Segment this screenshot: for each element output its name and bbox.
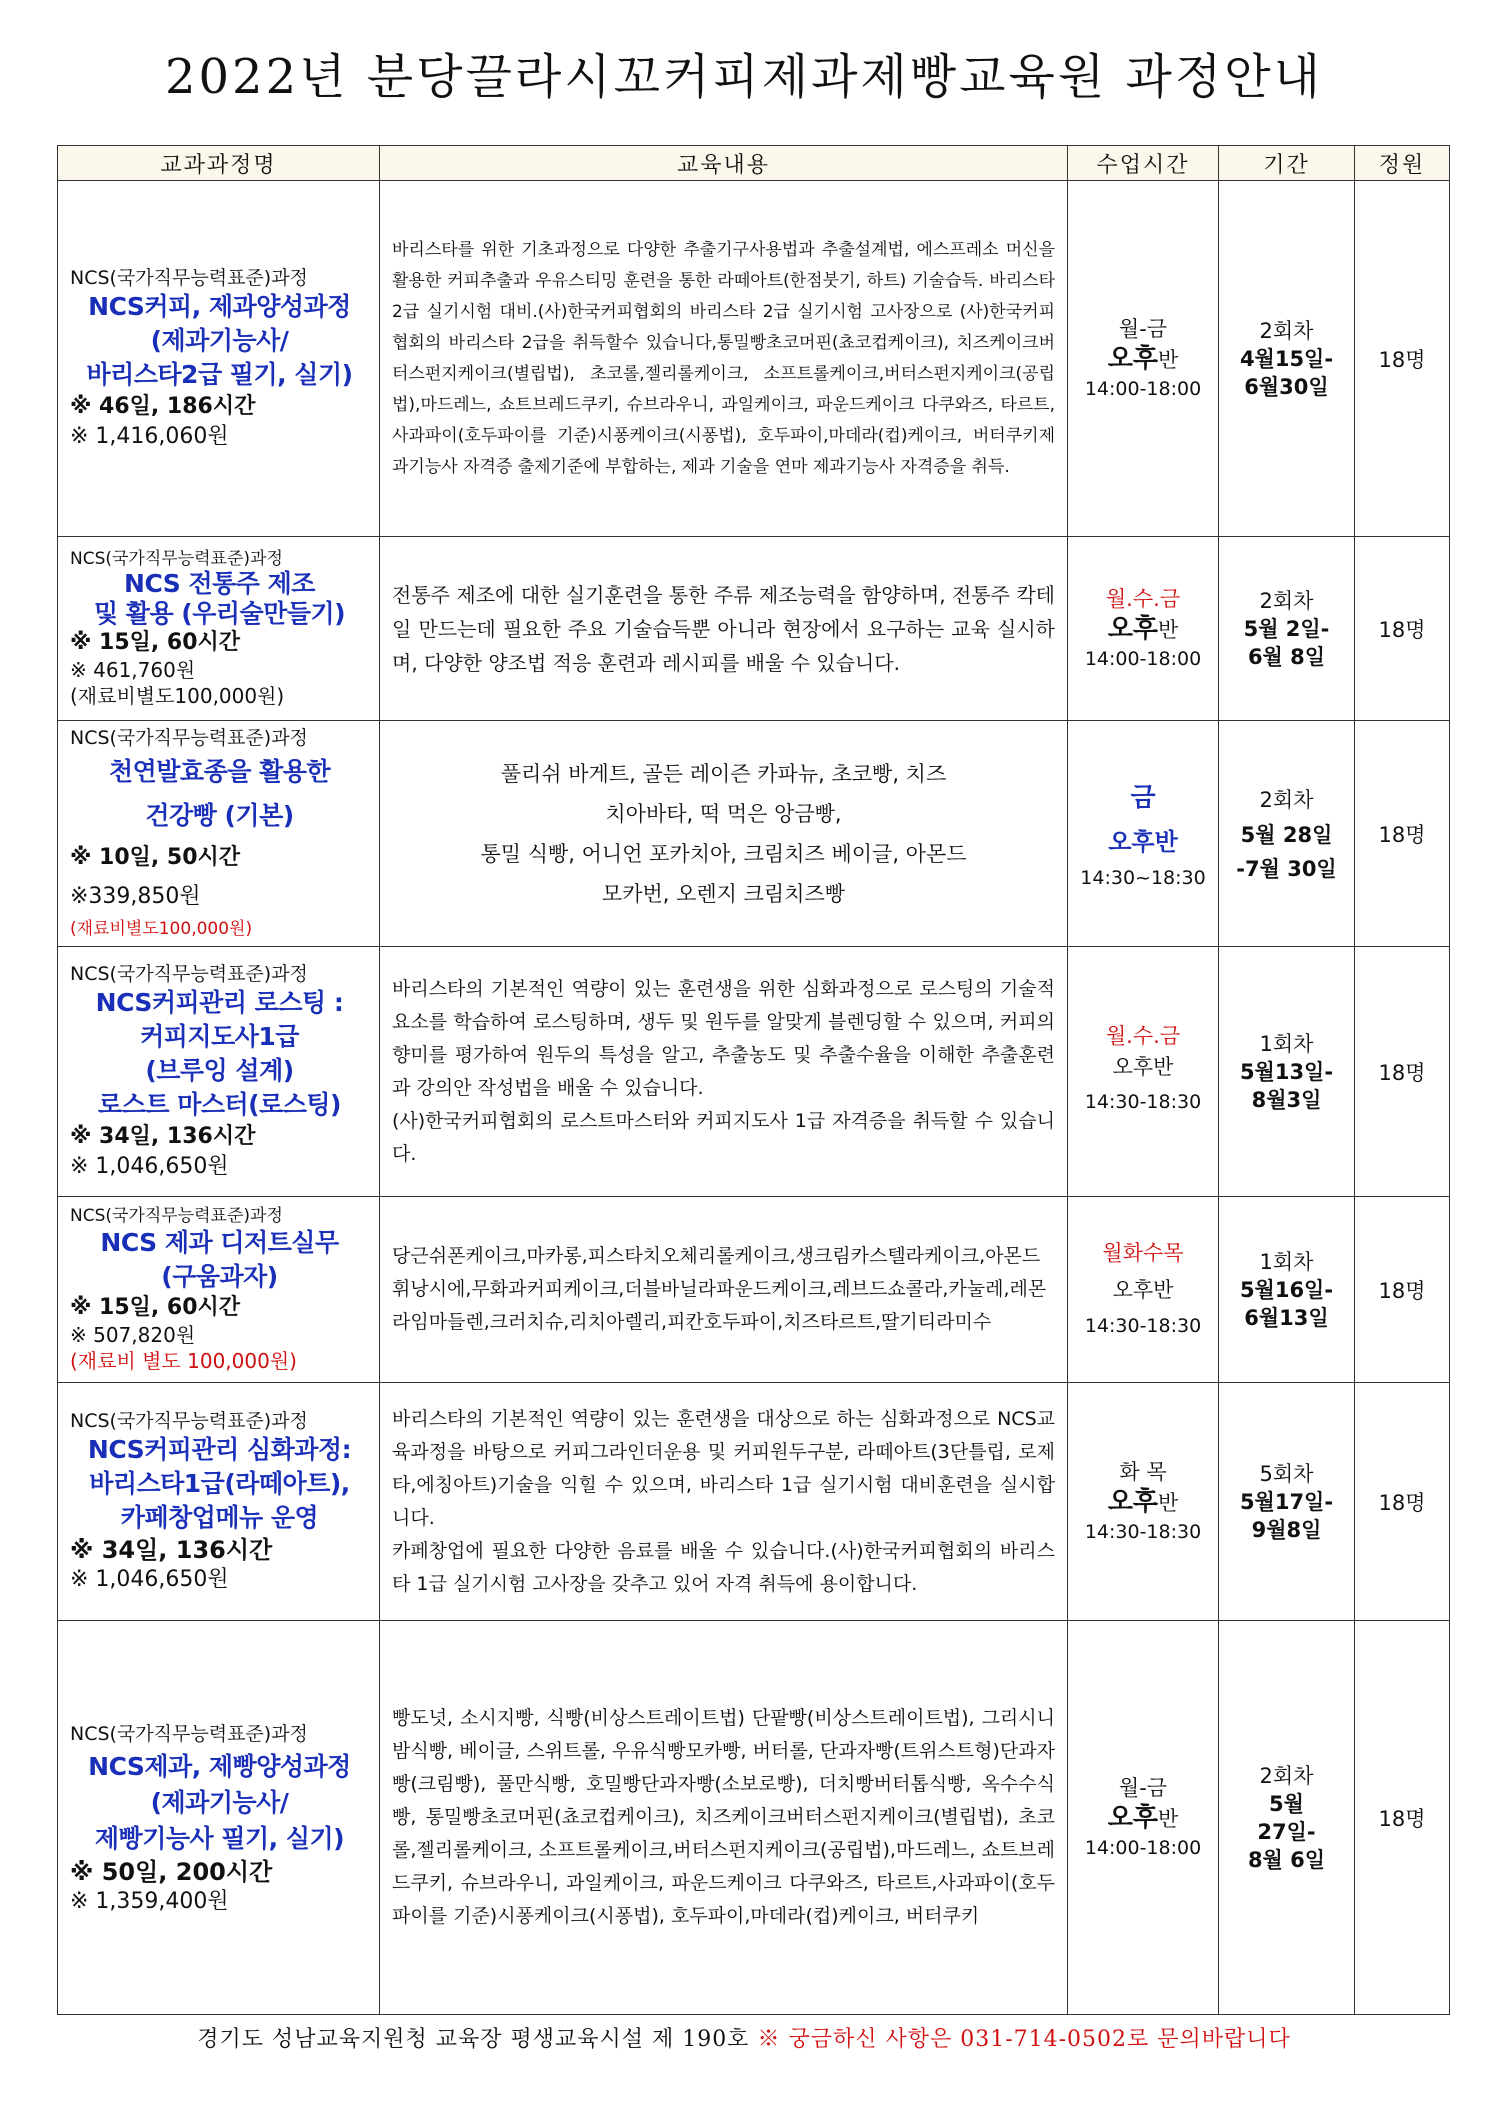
course-name-line: (브루잉 설계) xyxy=(145,1055,294,1085)
pm-bold: 오후반 xyxy=(1108,827,1178,856)
sessions: 1회차 xyxy=(1259,1031,1314,1056)
course-name-line: 및 활용 (우리술만들기) xyxy=(93,598,346,628)
class-hours: 14:30-18:30 xyxy=(1084,1315,1202,1337)
ncs-label: NCS(국가직무능력표준)과정 xyxy=(70,548,283,569)
period-cell xyxy=(1219,537,1355,721)
table-row xyxy=(58,181,1450,537)
time-cell xyxy=(1068,537,1219,721)
period-date: 5월 28일 xyxy=(1240,822,1333,847)
sessions: 1회차 xyxy=(1259,1249,1314,1274)
course-duration: ※ 34일, 136시간 xyxy=(70,1123,256,1149)
course-name-line: (구움과자) xyxy=(161,1261,278,1291)
class-days: 월-금 xyxy=(1118,317,1168,341)
content-line: 치아바타, 떡 먹은 앙금빵, xyxy=(605,801,842,826)
pm-rest: 반 xyxy=(1157,1807,1179,1831)
pm-bold: 오후 xyxy=(1107,614,1158,644)
class-hours: 14:00-18:00 xyxy=(1084,378,1202,400)
class-days: 월-금 xyxy=(1118,1776,1168,1800)
sessions: 2회차 xyxy=(1259,787,1314,812)
pm-rest: 반 xyxy=(1157,618,1179,642)
content-text: (사)한국커피협회의 로스트마스터와 커피지도사 1급 자격증을 취득할 수 있습니다. xyxy=(392,1109,1055,1165)
course-duration: ※ 15일, 60시간 xyxy=(70,1294,241,1320)
class-days: 월화수목 xyxy=(1102,1241,1184,1265)
course-fee: ※ 461,760원 xyxy=(70,657,196,682)
course-fee: ※ 1,046,650원 xyxy=(70,1566,229,1592)
table-row xyxy=(58,721,1450,947)
course-duration: ※ 34일, 136시간 xyxy=(70,1535,273,1564)
class-days: 화 목 xyxy=(1119,1460,1167,1484)
period-date: 5월 2일- xyxy=(1243,616,1330,641)
period-date: 27일- xyxy=(1257,1819,1316,1844)
class-hours: 14:00-18:00 xyxy=(1084,1837,1202,1859)
sessions: 2회차 xyxy=(1259,318,1314,343)
period-date: 9월8일 xyxy=(1251,1517,1322,1542)
material-fee: (재료비별도100,000원) xyxy=(70,918,253,939)
class-days: 월.수.금 xyxy=(1105,587,1181,611)
period-cell xyxy=(1219,1621,1355,2015)
course-name-line: NCS 제과 디저트실무 xyxy=(100,1227,339,1257)
period-date: 5월17일- xyxy=(1239,1489,1334,1514)
ncs-label: NCS(국가직무능력표준)과정 xyxy=(70,1409,308,1432)
course-fee: ※ 507,820원 xyxy=(70,1322,196,1347)
course-cell xyxy=(58,1197,380,1383)
class-hours: 14:00-18:00 xyxy=(1084,648,1202,670)
footer-contact: ※ 궁금하신 사항은 031-714-0502로 문의바랍니다 xyxy=(757,2027,1291,2052)
course-table xyxy=(57,145,1450,2015)
header-content: 교육내용 xyxy=(380,146,1068,181)
footer-license: 경기도 성남교육지원청 교육장 평생교육시설 제 190호 xyxy=(197,2027,750,2052)
course-cell xyxy=(58,1621,380,2015)
course-duration: ※ 15일, 60시간 xyxy=(70,629,241,655)
header-course: 교과과정명 xyxy=(58,146,380,181)
pm-bold: 오후 xyxy=(1107,344,1158,374)
course-fee: ※ 1,046,650원 xyxy=(70,1153,229,1179)
period-date: 8월3일 xyxy=(1251,1087,1322,1112)
course-name-line: NCS제과, 제빵양성과정 xyxy=(88,1751,351,1781)
content-cell xyxy=(380,1383,1068,1621)
course-name-line: (제과기능사/ xyxy=(150,325,289,355)
course-cell xyxy=(58,1383,380,1621)
course-name-line: 건강빵 (기본) xyxy=(145,800,294,830)
pm-rest: 반 xyxy=(1157,1491,1179,1515)
header-period: 기간 xyxy=(1219,146,1355,181)
course-name-line: 바리스타1급(라떼아트), xyxy=(89,1468,350,1498)
time-cell xyxy=(1068,1197,1219,1383)
course-name-line: 제빵기능사 필기, 실기) xyxy=(94,1823,345,1853)
period-cell xyxy=(1219,1383,1355,1621)
course-duration: ※ 50일, 200시간 xyxy=(70,1857,273,1886)
pm-rest: 오후반 xyxy=(1112,1278,1174,1302)
table-row xyxy=(58,1621,1450,2015)
content-line: 모카번, 오렌지 크림치즈빵 xyxy=(601,881,846,906)
course-name-line: NCS커피, 제과양성과정 xyxy=(88,291,351,321)
content-text: 당근쉬폰케이크,마카롱,피스타치오체리롤케이크,생크림카스텔라케이크,아몬드휘낭시에,무화과커피케이크,더블바닐라파운드케이크,레브드쇼콜라,카눌레,레몬라임마들렌,크러치슈,리치아렐리,피칸호두파이,치즈타르트,딸기티라미수 xyxy=(392,1245,1047,1333)
class-hours: 14:30~18:30 xyxy=(1080,866,1206,889)
period-cell xyxy=(1219,721,1355,947)
course-fee: ※339,850원 xyxy=(70,883,201,909)
sessions: 2회차 xyxy=(1259,1763,1314,1788)
header-capacity: 정원 xyxy=(1355,146,1450,181)
ncs-label: NCS(국가직무능력표준)과정 xyxy=(70,1205,283,1226)
course-name-line: 카페창업메뉴 운영 xyxy=(120,1502,319,1532)
pm-rest: 반 xyxy=(1157,348,1179,372)
period-cell xyxy=(1219,181,1355,537)
header-time: 수업시간 xyxy=(1068,146,1219,181)
course-name-line: (제과기능사/ xyxy=(150,1787,289,1817)
ncs-label: NCS(국가직무능력표준)과정 xyxy=(70,1722,308,1745)
table-row xyxy=(58,537,1450,721)
content-cell xyxy=(380,1621,1068,2015)
course-cell xyxy=(58,181,380,537)
content-cell xyxy=(380,721,1068,947)
content-cell xyxy=(380,947,1068,1197)
course-name-line: 로스트 마스터(로스팅) xyxy=(98,1089,341,1119)
content-line: 풀리쉬 바게트, 골든 레이즌 카파뉴, 초코빵, 치즈 xyxy=(500,761,947,786)
course-fee: ※ 1,416,060원 xyxy=(70,423,229,449)
footer xyxy=(0,2022,1488,2053)
course-name-line: NCS커피관리 심화과정: xyxy=(87,1434,352,1464)
period-date: 8월 6일 xyxy=(1247,1847,1326,1872)
content-cell xyxy=(380,1197,1068,1383)
course-cell xyxy=(58,947,380,1197)
content-text: 전통주 제조에 대한 실기훈련을 통한 주류 제조능력을 함양하며, 전통주 칵테일 만드는데 필요한 주요 기술습득뿐 아니라 현장에서 요구하는 교육 실시하며, 다양한 양조법 적응 훈련과 레시피를 배울 수 있습니다. xyxy=(392,582,1055,675)
time-cell xyxy=(1068,721,1219,947)
capacity-cell: 18명 xyxy=(1355,1621,1450,2015)
material-fee: (재료비별도100,000원) xyxy=(70,683,285,708)
period-date: 5월 xyxy=(1269,1791,1304,1816)
ncs-label: NCS(국가직무능력표준)과정 xyxy=(70,726,308,749)
capacity-cell: 18명 xyxy=(1355,181,1450,537)
period-cell xyxy=(1219,1197,1355,1383)
period-date: 6월30일 xyxy=(1244,374,1329,399)
material-fee: (재료비 별도 100,000원) xyxy=(70,1348,297,1373)
time-cell xyxy=(1068,947,1219,1197)
time-cell xyxy=(1068,1621,1219,2015)
course-name-line: NCS 전통주 제조 xyxy=(124,568,315,598)
period-date: 5월16일- xyxy=(1239,1277,1334,1302)
course-cell xyxy=(58,721,380,947)
page-title: 2022년 분당끌라시꼬커피제과제빵교육원 과정안내 xyxy=(164,49,1324,105)
class-hours: 14:30-18:30 xyxy=(1084,1521,1202,1543)
content-text: 빵도넛, 소시지빵, 식빵(비상스트레이트법) 단팥빵(비상스트레이트법), 그리시니밤식빵, 베이글, 스위트롤, 우유식빵모카빵, 버터롤, 단과자빵(트위스트형)단과자빵(크림빵), 풀만식빵, 호밀빵단과자빵(소보로빵), 더치빵버터톱식빵, 옥수수식빵, 통밀빵초코머핀(쵸코컵케이크), 치즈케이크버터스펀지케이크(별립법), 초코롤,젤리롤케이크, 소프트롤케이크,버터스펀지케이크(공립법),마드레느, 쇼트브레드쿠키, 슈브라우니, 과일케이크, 파운드케이크 다쿠와즈, 타르트,사과파이(호두파이를 기준)시퐁케이크(시퐁법), 호두파이,마데라(컵)케이크, 버터쿠키 xyxy=(392,1707,1055,1927)
table-header-row xyxy=(58,146,1450,181)
period-date: 6월13일 xyxy=(1244,1305,1329,1330)
time-cell xyxy=(1068,181,1219,537)
capacity-cell: 18명 xyxy=(1355,537,1450,721)
content-text: 바리스타의 기본적인 역량이 있는 훈련생을 대상으로 하는 심화과정으로 NCS교육과정을 바탕으로 커피그라인더운용 및 커피원두구분, 라떼아트(3단틀립, 로제타,에칭아트)기술을 익힐 수 있으며, 바리스타 1급 실기시험 대비훈련을 실시합니다. xyxy=(392,1407,1055,1529)
class-days: 월.수.금 xyxy=(1105,1024,1181,1048)
course-duration: ※ 10일, 50시간 xyxy=(70,844,241,870)
course-name-line: 바리스타2급 필기, 실기) xyxy=(86,359,353,389)
ncs-label: NCS(국가직무능력표준)과정 xyxy=(70,962,308,985)
capacity-cell: 18명 xyxy=(1355,1383,1450,1621)
content-text: 바리스타의 기본적인 역량이 있는 훈련생을 위한 심화과정으로 로스팅의 기술적 요소를 학습하여 로스팅하며, 생두 및 원두를 알맞게 블렌딩할 수 있으며, 커피의 향미를 평가하여 원두의 특성을 알고, 추출농도 및 추출수율을 이해한 추출훈련과 강의안 작성법을 배울 수 있습니다. xyxy=(392,977,1055,1099)
time-cell xyxy=(1068,1383,1219,1621)
table-row xyxy=(58,947,1450,1197)
course-name-line: 천연발효종을 활용한 xyxy=(108,756,331,786)
period-date: -7월 30일 xyxy=(1236,856,1337,881)
period-date: 5월13일- xyxy=(1239,1059,1334,1084)
capacity-cell: 18명 xyxy=(1355,721,1450,947)
content-text: 카페창업에 필요한 다양한 음료를 배울 수 있습니다.(사)한국커피협회의 바리스타 1급 실기시험 고사장을 갖추고 있어 자격 취득에 용이합니다. xyxy=(392,1539,1055,1595)
content-line: 통밀 식빵, 어니언 포카치아, 크림치즈 베이글, 아몬드 xyxy=(480,841,967,866)
capacity-cell: 18명 xyxy=(1355,1197,1450,1383)
pm-bold: 오후 xyxy=(1107,1487,1158,1517)
period-cell xyxy=(1219,947,1355,1197)
content-cell xyxy=(380,537,1068,721)
class-hours: 14:30-18:30 xyxy=(1084,1091,1202,1113)
pm-bold: 오후 xyxy=(1107,1803,1158,1833)
pm-rest: 오후반 xyxy=(1112,1055,1174,1079)
sessions: 2회차 xyxy=(1259,588,1314,613)
course-duration: ※ 46일, 186시간 xyxy=(70,393,256,419)
course-name-line: 커피지도사1급 xyxy=(140,1021,299,1051)
course-cell xyxy=(58,537,380,721)
content-text: 바리스타를 위한 기초과정으로 다양한 추출기구사용법과 추출설계법, 에스프레소 머신을 활용한 커피추출과 우유스티밍 훈련을 통한 라떼아트(한점붓기, 하트) 기술습득. 바리스타 2급 실기시험 대비.(사)한국커피협회의 바리스타 2급 실기시험 고사장으로 (사)한국커피협회의 바리스타 2급을 취득할수 있습니다,통밀빵초코머핀(쵸코컵케이크), 치즈케이크버터스펀지케이크(별립법), 초코롤,젤리롤케이크, 소프트롤케이크,버터스펀지케이크(공립법),마드레느, 쇼트브레드쿠키, 슈브라우니, 과일케이크, 파운드케이크 다쿠와즈, 타르트,사과파이(호두파이를 기준)시퐁케이크(시퐁법), 호두파이,마데라(컵)케이크, 버터쿠키제과기능사 자격증 출제기준에 부합하는, 제과 기술을 연마 제과기능사 자격증을 취득. xyxy=(392,239,1055,477)
sessions: 5회차 xyxy=(1259,1461,1314,1486)
capacity-cell: 18명 xyxy=(1355,947,1450,1197)
class-days: 금 xyxy=(1130,782,1156,813)
table-row xyxy=(58,1197,1450,1383)
period-date: 6월 8일 xyxy=(1247,644,1326,669)
ncs-label: NCS(국가직무능력표준)과정 xyxy=(70,266,308,289)
course-name-line: NCS커피관리 로스팅 : xyxy=(95,987,344,1017)
content-cell xyxy=(380,181,1068,537)
table-row xyxy=(58,1383,1450,1621)
period-date: 4월15일- xyxy=(1239,346,1334,371)
course-fee: ※ 1,359,400원 xyxy=(70,1888,229,1914)
